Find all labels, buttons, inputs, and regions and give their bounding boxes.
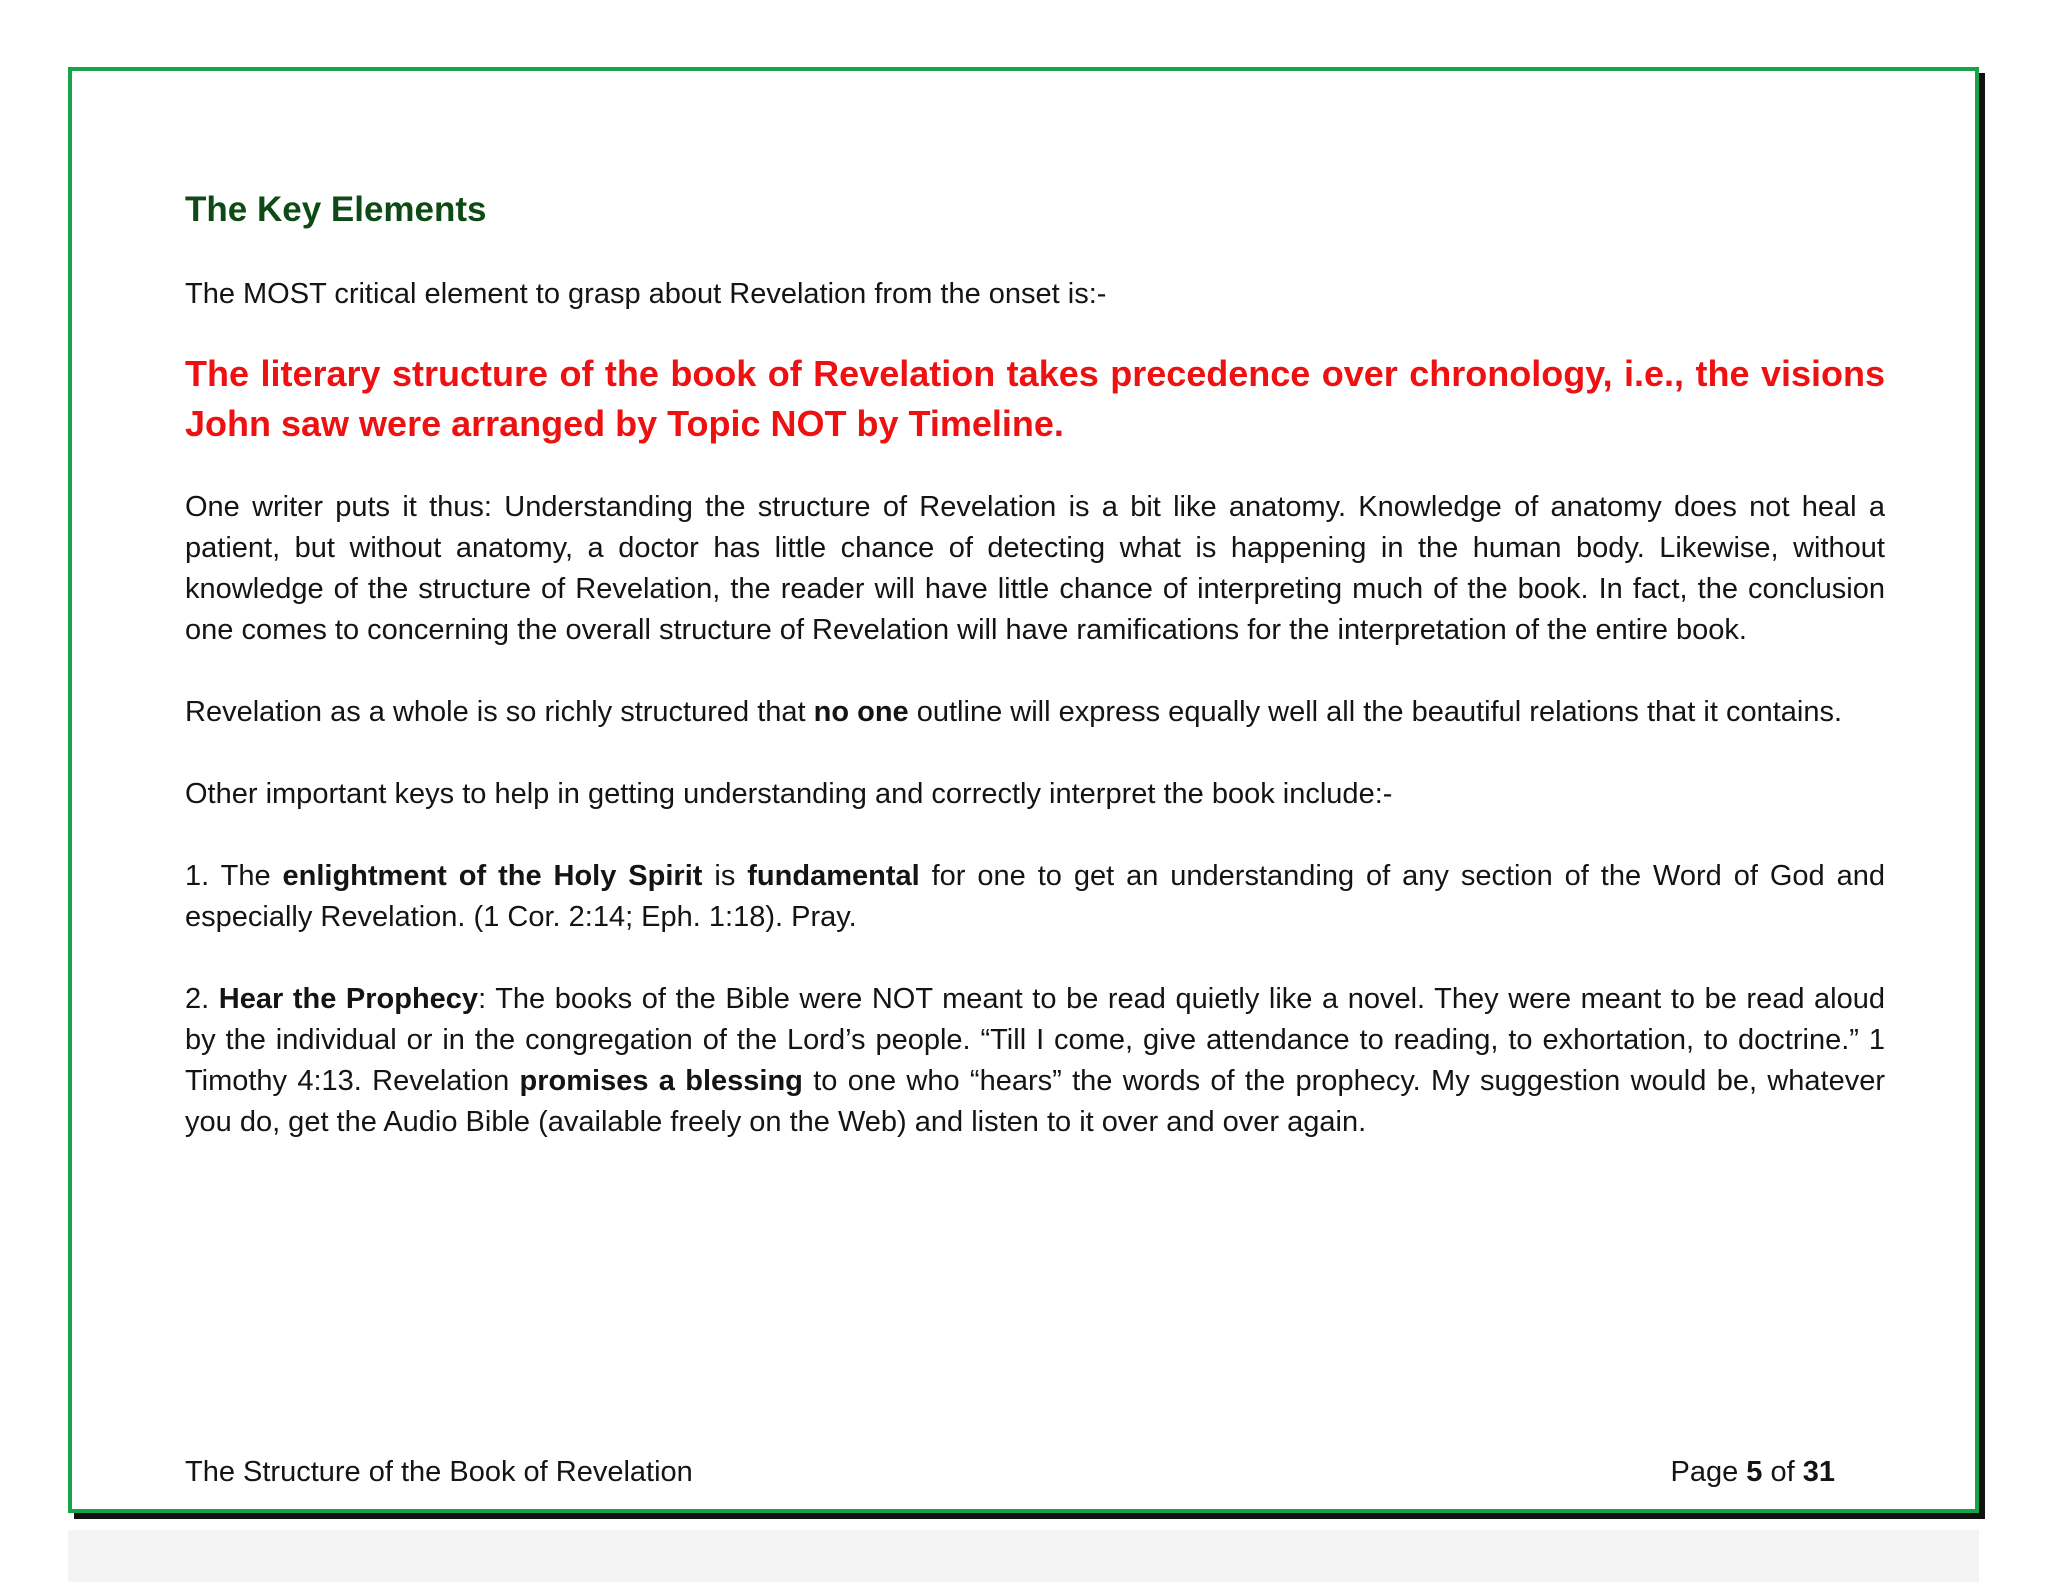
- item2-bold-1: Hear the Prophecy: [218, 983, 479, 1015]
- page-prefix: Page: [1670, 1456, 1747, 1488]
- outline-paragraph: [185, 692, 1885, 733]
- page-content: [185, 186, 1885, 1184]
- item1-mid: is: [702, 860, 748, 892]
- intro-paragraph: The MOST critical element to grasp about Revelation from the onset is:-: [185, 278, 1107, 310]
- list-item-1: [185, 856, 1885, 938]
- outline-text-after: outline will express equally well all the beautiful relations that it contains.: [908, 696, 1843, 728]
- outline-text-before: Revelation as a whole is so richly structured that: [185, 696, 814, 728]
- item2-number: 2.: [185, 983, 219, 1015]
- item1-bold-2: fundamental: [747, 860, 920, 892]
- list-item-2: [185, 979, 1885, 1143]
- keys-intro-paragraph: Other important keys to help in getting understanding and correctly interpret the book include:-: [185, 778, 1393, 810]
- key-statement: The literary structure of the book of Revelation takes precedence over chronology, i.e., the visions John saw were arranged by Topic NOT by Timeline.: [185, 353, 1885, 444]
- page-bottom-shade: [68, 1530, 1979, 1582]
- item2-rest: to one who “hears” the words of the prophecy. My suggestion would be, whatever you do, get the Audio Bible (available freely on the Web) and listen to it over and over again.: [185, 1065, 1885, 1138]
- item2-mid: : The books of the Bible were NOT meant to be read quietly like a novel. They were meant to be read aloud by the individual or in the congregation of the Lord’s people. “Till I come, give attendance to reading, to exhortation, to doctrine.” 1 Timothy 4:13. Revelation: [185, 983, 1885, 1097]
- item1-number: 1. The: [185, 860, 283, 892]
- page-total: 31: [1802, 1456, 1835, 1488]
- section-heading: The Key Elements: [185, 190, 487, 229]
- footer-title: The Structure of the Book of Revelation: [185, 1456, 693, 1488]
- page-number: [1670, 1452, 1835, 1492]
- page-of: of: [1762, 1456, 1803, 1488]
- outline-bold-text: no one: [813, 696, 909, 728]
- item1-bold-1: enlightment of the Holy Spirit: [282, 860, 703, 892]
- item1-rest: for one to get an understanding of any section of the Word of God and especially Revelation. (1 Cor. 2:14; Eph. 1:18). Pray.: [185, 860, 1886, 933]
- anatomy-paragraph: One writer puts it thus: Understanding the structure of Revelation is a bit like anatomy. Knowledge of anatomy does not heal a patient, but without anatomy, a doctor has little chance of detecting what is happening in the human body. Likewise, without knowledge of the structure of Revelation, the reader will have little chance of interpreting much of the book. In fact, the conclusion one comes to concerning the overall structure of Revelation will have ramifications for the interpretation of the entire book.: [185, 491, 1885, 646]
- item2-bold-2: promises a blessing: [519, 1065, 803, 1097]
- page-current: 5: [1746, 1456, 1763, 1488]
